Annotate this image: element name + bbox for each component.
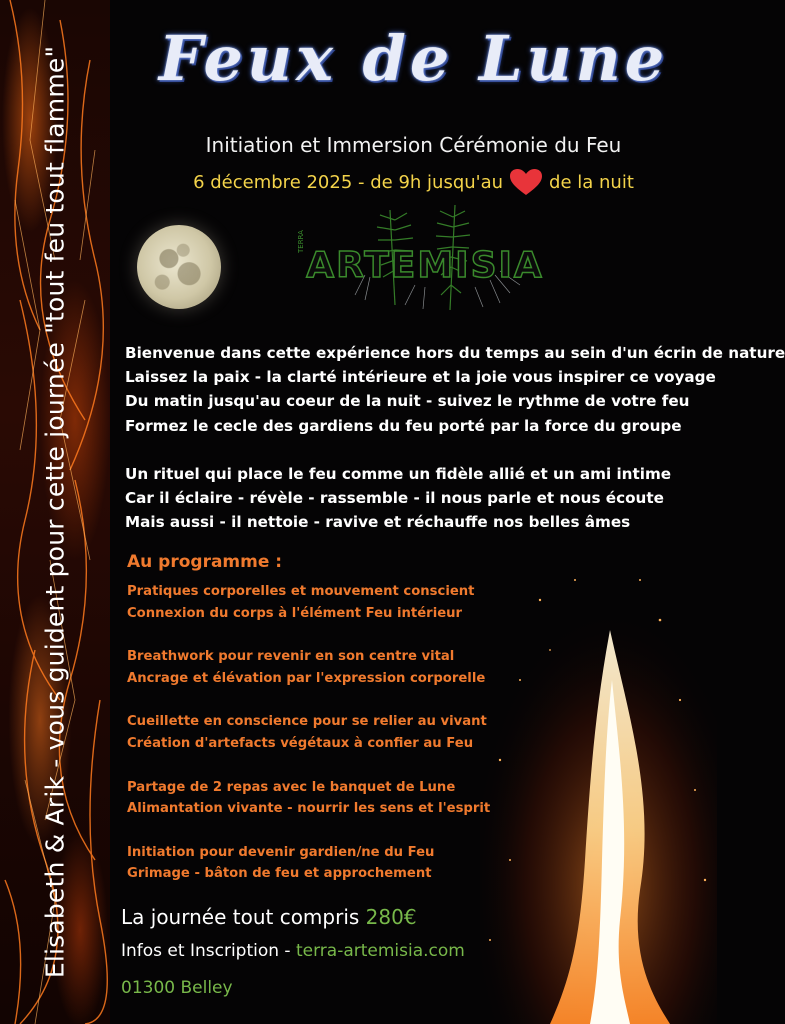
poster-title: Feux de Lune: [158, 22, 669, 95]
sparkler-band: [0, 0, 110, 1024]
intro-line: Car il éclaire - révèle - rassemble - il nous parle et nous écoute: [125, 489, 664, 508]
program-item: [127, 646, 527, 689]
intro-line: Mais aussi - il nettoie - ravive et réchauffe nos belles âmes: [125, 513, 631, 532]
location-text: 01300 Belley: [121, 978, 233, 998]
program-item: [127, 711, 527, 754]
date-text: 6 décembre 2025 - de 9h jusqu'au: [193, 171, 504, 193]
program-line: Création d'artefacts végétaux à confier au Feu: [127, 735, 474, 751]
price-line: [121, 905, 417, 929]
program-line: Initiation pour devenir gardien/ne du Feu: [127, 844, 435, 860]
full-moon-image: [137, 225, 221, 309]
program-line: Ancrage et élévation par l'expression corporelle: [127, 670, 486, 686]
info-line: [121, 941, 465, 961]
intro-line: Un rituel qui place le feu comme un fidèle allié et un ami intime: [125, 464, 672, 483]
program-line: Alimantation vivante - nourrir les sens et l'esprit: [127, 801, 491, 817]
logo-wordmark: ARTEMISIA: [306, 245, 544, 286]
event-date: [110, 168, 717, 196]
program-line: Pratiques corporelles et mouvement conscient: [127, 584, 475, 599]
date-night-text: de la nuit: [549, 171, 634, 193]
website-link[interactable]: terra-artemisia.com: [295, 941, 465, 961]
program-list: [127, 581, 527, 907]
intro-line: Du matin jusqu'au coeur de la nuit - suivez le rythme de votre feu: [125, 392, 690, 411]
intro-line: Formez le cecle des gardiens du feu porté par la force du groupe: [125, 416, 682, 435]
logo-prefix: TERRA: [297, 230, 305, 253]
intro-line: Bienvenue dans cette expérience hors du temps au sein d'un écrin de nature: [125, 344, 785, 362]
program-item: [127, 581, 527, 624]
program-line: Grimage - bâton de feu et approchement: [127, 866, 432, 882]
program-item: [127, 777, 527, 820]
intro-text: [125, 341, 785, 534]
heart-icon: [509, 168, 543, 196]
price-amount: 280€: [365, 905, 417, 929]
intro-line: Laissez la paix - la clarté intérieure et la joie vous inspirer ce voyage: [125, 368, 716, 387]
poster-subtitle: Initiation et Immersion Cérémonie du Feu: [205, 133, 622, 157]
artemisia-logo: [295, 205, 555, 315]
program-line: Cueillette en conscience pour se relier au vivant: [127, 714, 487, 730]
program-item: [127, 842, 527, 885]
price-label: La journée tout compris: [121, 905, 360, 929]
program-line: Connexion du corps à l'élément Feu intérieur: [127, 605, 463, 621]
program-line: Partage de 2 repas avec le banquet de Lune: [127, 779, 456, 795]
program-heading: Au programme :: [127, 552, 283, 572]
info-label: Infos et Inscription -: [121, 941, 291, 961]
side-guides-text: Elisabeth & Arik - vous guident pour cette journée "tout feu tout flamme": [40, 45, 70, 979]
program-line: Breathwork pour revenir en son centre vital: [127, 649, 455, 665]
